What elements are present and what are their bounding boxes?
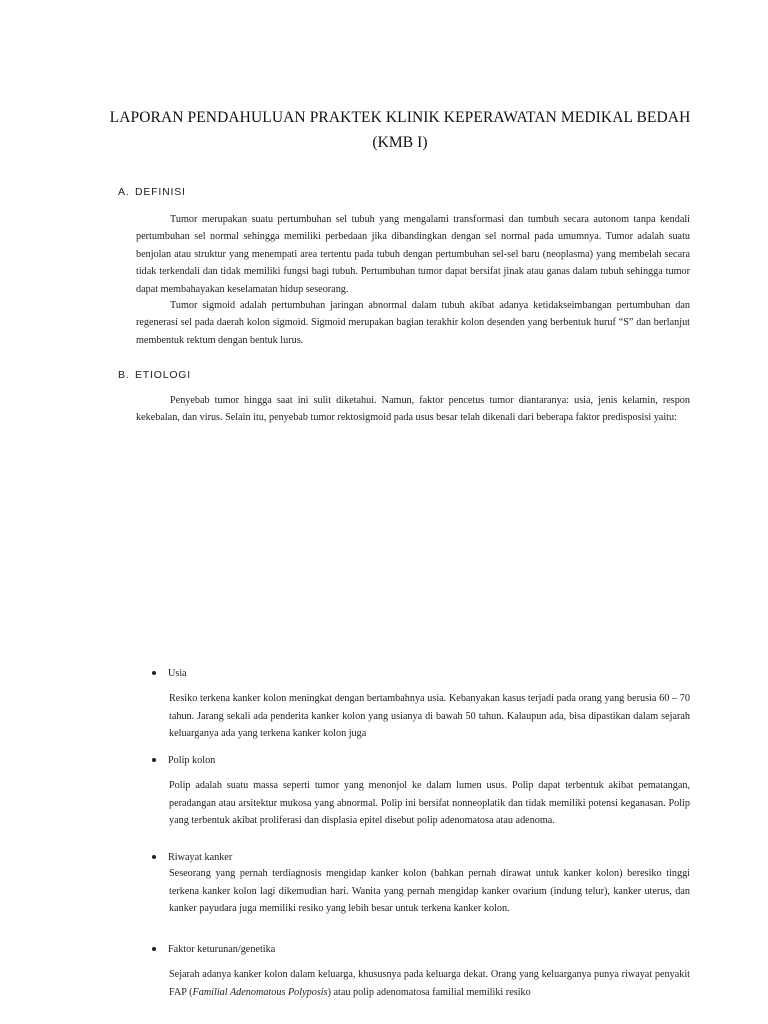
- factor-text-italic: Familial Adenomatous Polyposis: [192, 986, 328, 998]
- section-title: ETIOLOGI: [135, 369, 191, 381]
- list-item: [152, 944, 275, 955]
- list-item: [152, 852, 232, 863]
- section-letter: B.: [118, 369, 130, 381]
- factor-label: Polip kolon: [168, 755, 216, 766]
- factor-description: Seseorang yang pernah terdiagnosis mengidap kanker kolon (bahkan pernah dirawat untuk kanker kolon) beresiko tinggi terkena kanker kolon lagi dikemudian hari. Wanita yang pernah mengidap kanker ovarium (indung telur), kanker uterus, dan kanker payudara juga memiliki resiko yang lebih besar untuk terkena kanker kolon.: [169, 868, 690, 915]
- bullet-icon: [152, 855, 156, 859]
- section-heading-etiologi: [118, 369, 191, 381]
- factor-label: Usia: [168, 668, 187, 679]
- section-letter: A.: [118, 186, 130, 198]
- bullet-icon: [152, 758, 156, 762]
- factor-description: Resiko terkena kanker kolon meningkat dengan bertambahnya usia. Kebanyakan kasus terjadi pada orang yang berusia 60 – 70 tahun. Jarang sekali ada penderita kanker kolon yang usianya di bawah 50 tahun. Kalaupun ada, bisa dipastikan dalam sejarah keluarganya ada yang terkena kanker kolon juga: [169, 693, 690, 740]
- factor-description: Polip adalah suatu massa seperti tumor yang menonjol ke dalam lumen usus. Polip dapat terbentuk akibat pematangan, peradangan atau arsitektur mukosa yang abnormal. Polip ini bersifat nonneoplatik dan tidak memiliki potensi keganasan. Polip yang terbentuk akibat proliferasi dan displasia epitel disebut polip adenomatosa atau adenoma.: [169, 780, 690, 827]
- document-title: LAPORAN PENDAHULUAN PRAKTEK KLINIK KEPERAWATAN MEDIKAL BEDAH: [109, 109, 691, 126]
- list-item: [152, 668, 187, 679]
- etiologi-paragraph-1: Penyebab tumor hingga saat ini sulit diketahui. Namun, faktor pencetus tumor diantaranya: usia, jenis kelamin, respon kekebalan, dan virus. Selain itu, penyebab tumor rektosigmoid pada usus besar telah dikenali dari beberapa faktor predisposisi yaitu:: [136, 395, 690, 424]
- bullet-icon: [152, 947, 156, 951]
- definisi-paragraph-1: Tumor merupakan suatu pertumbuhan sel tubuh yang mengalami transformasi dan tumbuh secara autonom tanpa kendali pertumbuhan sel normal sehingga memiliki perbedaan jika dibandingkan dengan sel normal pada umumnya. Tumor adalah suatu benjolan atau struktur yang menempati area tertentu pada tubuh dengan pertumbuhan sel-sel baru (neoplasma) yang membelah secara tidak terkendali dan tidak memiliki fungsi bagi tubuh. Pertumbuhan tumor dapat bersifat jinak atau ganas dalam tubuh sehingga tumor dapat membahayakan keselamatan hidup seseorang.: [136, 214, 690, 295]
- factor-text-start: Sejarah adanya kanker kolon dalam keluarga, khususnya pada keluarga dekat. Orang yang keluarganya punya riwayat penyakit FAP (: [169, 969, 690, 998]
- section-title: DEFINISI: [135, 186, 186, 198]
- bullet-icon: [152, 671, 156, 675]
- section-heading-definisi: [118, 186, 186, 198]
- document-subtitle: (KMB I): [372, 134, 428, 151]
- factor-label: Riwayat kanker: [168, 852, 233, 863]
- factor-description: [169, 966, 690, 1001]
- definisi-paragraph-2: Tumor sigmoid adalah pertumbuhan jaringan abnormal dalam tubuh akibat adanya ketidakseimbangan pertumbuhan dan regenerasi sel pada daerah kolon sigmoid. Sigmoid merupakan bagian terakhir kolon desenden yang berbentuk huruf “S” dan berlanjut membentuk rektum dengan bentuk lurus.: [136, 300, 690, 346]
- factor-text-end: ) atau polip adenomatosa familial memiliki resiko: [327, 986, 531, 998]
- list-item: [152, 755, 215, 766]
- factor-label: Faktor keturunan/genetika: [168, 944, 276, 955]
